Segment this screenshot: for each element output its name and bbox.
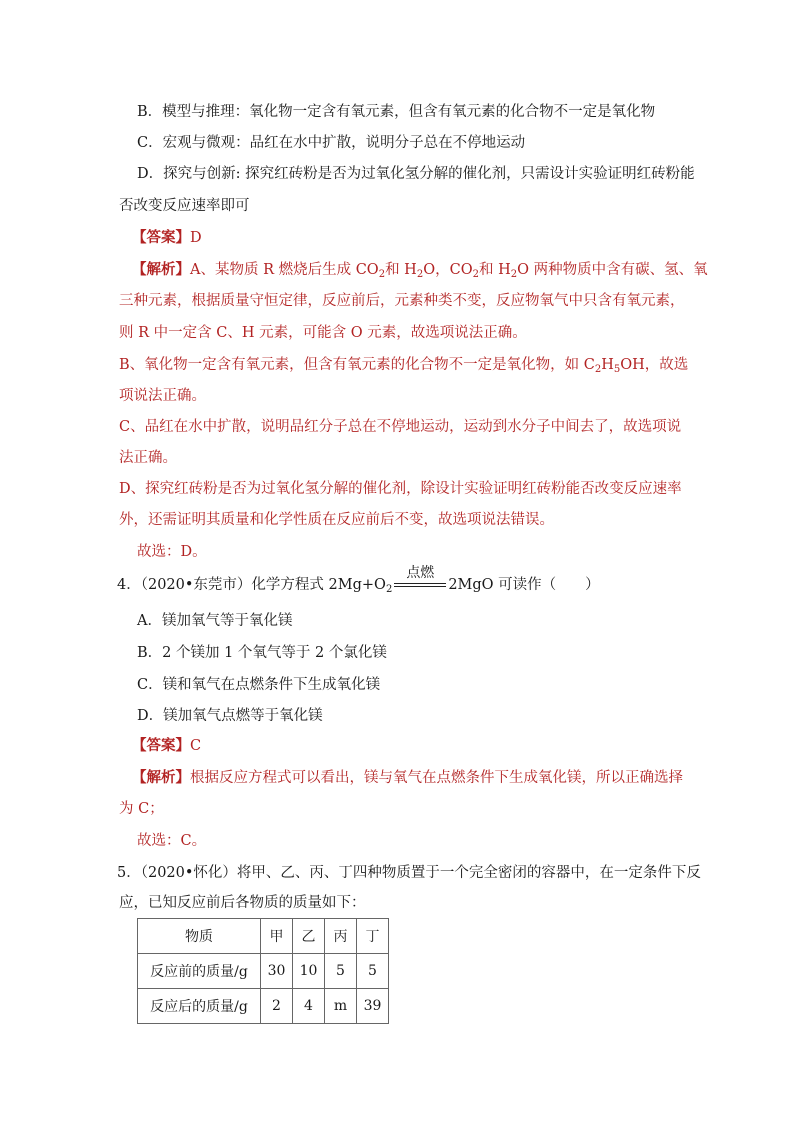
analysis-text: 和 H	[385, 262, 417, 278]
table-header-cell: 甲	[261, 919, 293, 954]
q4-analysis-line2: 为 C；	[119, 801, 164, 817]
subscript: 2	[416, 269, 424, 280]
table-header-cell: 丁	[357, 919, 389, 954]
q3-analysis-a-line1	[132, 260, 708, 280]
table-header-cell: 物质	[138, 919, 261, 954]
q3-analysis-c-line1: C、品红在水中扩散，说明品红分子总在不停地运动，运动到水分子中间去了，故选项说	[119, 419, 682, 435]
analysis-text: 和 H	[478, 262, 511, 278]
subscript: 2	[385, 584, 393, 595]
table-cell: 2	[261, 989, 293, 1024]
table-cell: 30	[261, 954, 293, 989]
answer-value: C	[190, 738, 202, 754]
q3-analysis-c-line2: 法正确。	[119, 450, 177, 466]
q3-option-d-line2: 否改变反应速率即可	[119, 198, 250, 214]
table-row	[138, 954, 389, 989]
table-cell: 5	[357, 954, 389, 989]
table-cell: 10	[293, 954, 325, 989]
table-header-cell: 丙	[325, 919, 357, 954]
analysis-tag: 【解析】	[132, 769, 190, 786]
equal-bar-top	[394, 583, 446, 584]
analysis-tag: 【解析】	[132, 261, 190, 278]
q4-option-a: A．镁加氧气等于氧化镁	[137, 613, 293, 629]
q3-analysis-d-line2: 外，还需证明其质量和化学性质在反应前后不变，故选项说法错误。	[119, 512, 554, 528]
q3-option-b: B．模型与推理：氧化物一定含有氧元素，但含有氧元素的化合物不一定是氧化物	[137, 104, 656, 120]
q5-stem-line1: 5．（2020•怀化）将甲、乙、丙、丁四种物质置于一个完全密闭的容器中，在一定条件下反	[117, 865, 701, 881]
q4-option-c: C．镁和氧气在点燃条件下生成氧化镁	[137, 677, 381, 693]
q3-analysis-b-line1	[119, 355, 688, 375]
q4-stem-text: 4．（2020•东莞市）化学方程式 2Mg+O	[117, 577, 386, 593]
answer-value: D	[190, 230, 202, 246]
answer-tag: 【答案】	[132, 229, 190, 246]
q4-option-d: D．镁加氧气点燃等于氧化镁	[137, 708, 323, 724]
q3-option-c: C．宏观与微观：品红在水中扩散，说明分子总在不停地运动	[137, 135, 526, 151]
q3-analysis-a-line2: 三种元素，根据质量守恒定律，反应前后，元素种类不变，反应物氧气中只含有氧元素，	[119, 293, 685, 309]
q3-option-d-line1: D．探究与创新: 探究红砖粉是否为过氧化氢分解的催化剂，只需设计实验证明红砖粉能	[137, 166, 695, 182]
analysis-text: O，CO	[423, 262, 473, 278]
q4-option-b: B．2 个镁加 1 个氧气等于 2 个氯化镁	[137, 645, 387, 661]
answer-tag: 【答案】	[132, 737, 190, 754]
reaction-arrow	[394, 565, 446, 591]
q5-stem-line2: 应，已知反应前后各物质的质量如下：	[119, 895, 366, 911]
table-cell: 5	[325, 954, 357, 989]
analysis-text: B、氧化物一定含有氧元素，但含有氧元素的化合物不一定是氧化物，如 C	[119, 357, 595, 373]
analysis-text: A、某物质 R 燃烧后生成 CO	[190, 262, 379, 278]
q3-conclusion: 故选：D。	[137, 544, 207, 560]
table-row	[138, 989, 389, 1024]
reaction-condition: 点燃	[406, 565, 435, 581]
table-cell: m	[325, 989, 357, 1024]
subscript: 2	[378, 269, 386, 280]
q3-analysis-d-line1: D、探究红砖粉是否为过氧化氢分解的催化剂，除设计实验证明红砖粉能否改变反应速率	[119, 481, 682, 497]
table-cell: 39	[357, 989, 389, 1024]
q4-stem-text: 2MgO 可读作（ ）	[448, 577, 600, 593]
q4-conclusion: 故选：C。	[137, 833, 207, 849]
q4-stem	[117, 565, 600, 595]
analysis-text: OH，故选	[620, 357, 689, 373]
subscript: 2	[594, 364, 602, 375]
table-cell: 反应前的质量/g	[138, 954, 261, 989]
analysis-text: 根据反应方程式可以看出，镁与氧气在点燃条件下生成氧化镁，所以正确选择	[190, 770, 683, 786]
analysis-text: H	[601, 357, 614, 373]
subscript: 5	[613, 364, 621, 375]
mass-table	[137, 918, 389, 1024]
subscript: 2	[510, 269, 518, 280]
q3-analysis-a-line3: 则 R 中一定含 C、H 元素，可能含 O 元素，故选项说法正确。	[119, 325, 527, 341]
q4-analysis-line1	[132, 768, 683, 788]
table-cell: 4	[293, 989, 325, 1024]
table-cell: 反应后的质量/g	[138, 989, 261, 1024]
q3-analysis-b-line2: 项说法正确。	[119, 388, 206, 404]
table-header-cell: 乙	[293, 919, 325, 954]
q3-answer	[132, 228, 202, 248]
q4-answer	[132, 736, 201, 756]
equal-bar-bottom	[394, 586, 446, 587]
table-header-row	[138, 919, 389, 954]
analysis-text: O 两种物质中含有碳、氢、氧	[517, 262, 708, 278]
subscript: 2	[472, 269, 479, 280]
